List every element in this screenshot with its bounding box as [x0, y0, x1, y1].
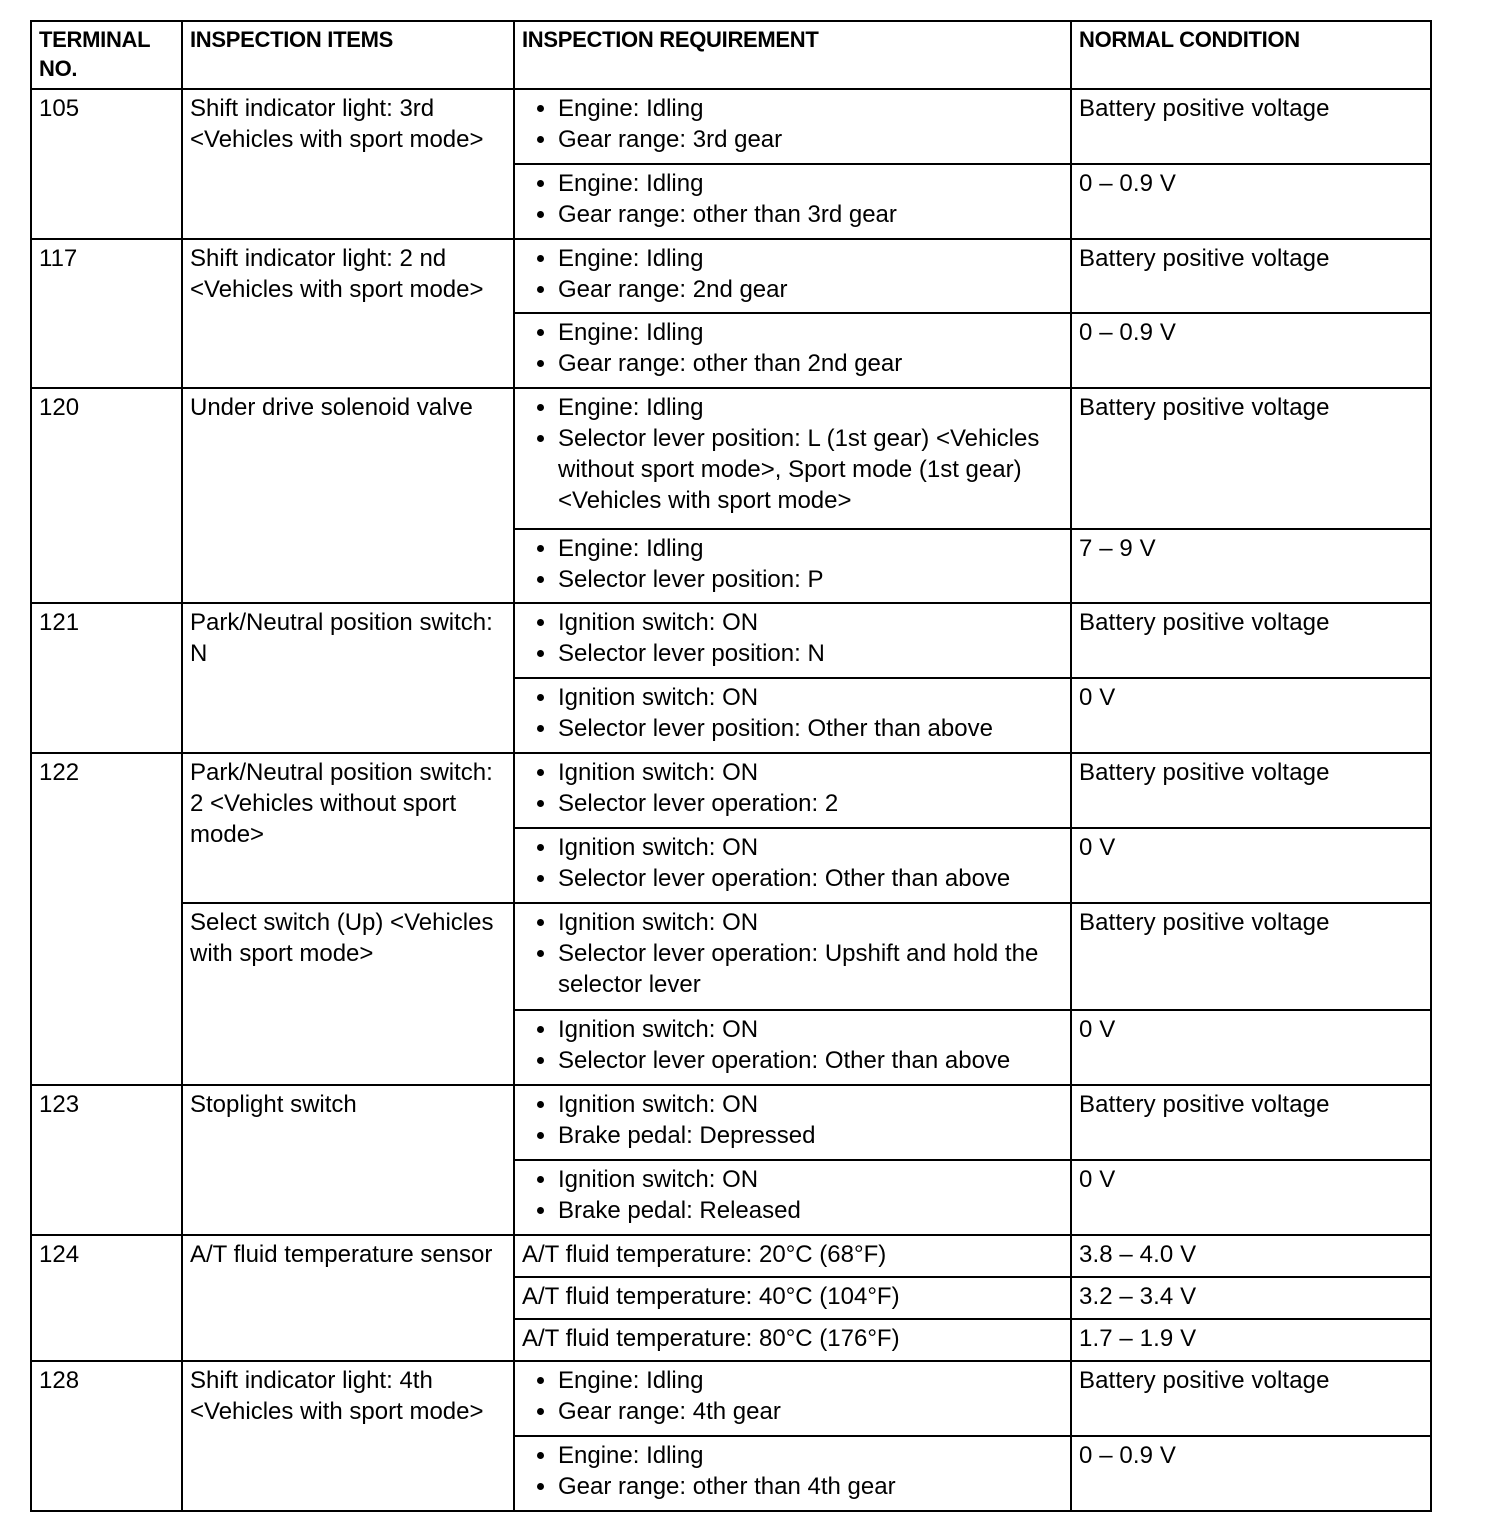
inspection-item-cell: Park/Neutral position switch: N [182, 603, 514, 753]
requirement-cell [514, 313, 1071, 388]
requirement-bullet: • Gear range: other than 3rd gear [558, 199, 1064, 230]
requirement-cell [514, 239, 1071, 314]
normal-condition-cell: 0 – 0.9 V [1071, 164, 1431, 239]
requirement-bullet: • Ignition switch: ON [558, 607, 1064, 638]
requirement-cell: A/T fluid temperature: 40°C (104°F) [514, 1277, 1071, 1319]
inspection-item-cell: Under drive solenoid valve [182, 388, 514, 603]
inspection-item-cell: A/T fluid temperature sensor [182, 1235, 514, 1361]
header-normal-condition: NORMAL CONDITION [1071, 21, 1431, 89]
requirement-cell [514, 1436, 1071, 1511]
terminal-no-cell: 128 [31, 1361, 182, 1511]
inspection-table [30, 20, 1432, 1512]
requirement-cell [514, 828, 1071, 903]
requirement-cell [514, 164, 1071, 239]
requirement-cell [514, 388, 1071, 528]
requirement-bullet: • Gear range: 2nd gear [558, 274, 1064, 305]
requirement-bullet: • Ignition switch: ON [558, 757, 1064, 788]
requirement-bullet: • Engine: Idling [558, 243, 1064, 274]
requirement-list [522, 533, 1064, 595]
requirement-list [522, 317, 1064, 379]
requirement-list [522, 1089, 1064, 1151]
table-row [31, 1235, 1431, 1277]
requirement-bullet: • Selector lever position: Other than above [558, 713, 1064, 744]
inspection-item-cell: Shift indicator light: 3rd <Vehicles with sport mode> [182, 89, 514, 239]
requirement-list [522, 607, 1064, 669]
normal-condition-cell: 0 – 0.9 V [1071, 313, 1431, 388]
requirement-cell: A/T fluid temperature: 20°C (68°F) [514, 1235, 1071, 1277]
terminal-no-cell: 120 [31, 388, 182, 603]
terminal-no-cell: 117 [31, 239, 182, 389]
inspection-item-cell: Shift indicator light: 2 nd <Vehicles with sport mode> [182, 239, 514, 389]
requirement-list [522, 392, 1064, 516]
requirement-list [522, 832, 1064, 894]
requirement-bullet: • Selector lever position: N [558, 638, 1064, 669]
table-row [31, 1361, 1431, 1436]
header-inspection-requirement: INSPECTION REQUIREMENT [514, 21, 1071, 89]
table-row [31, 239, 1431, 314]
requirement-bullet: • Gear range: 3rd gear [558, 124, 1064, 155]
table-row [31, 603, 1431, 678]
normal-condition-cell: Battery positive voltage [1071, 89, 1431, 164]
terminal-no-cell: 124 [31, 1235, 182, 1361]
header-terminal-no: TERMINAL NO. [31, 21, 182, 89]
requirement-bullet: • Ignition switch: ON [558, 832, 1064, 863]
requirement-bullet: • Engine: Idling [558, 93, 1064, 124]
normal-condition-cell: Battery positive voltage [1071, 1085, 1431, 1160]
terminal-no-cell: 122 [31, 753, 182, 1085]
requirement-list [522, 757, 1064, 819]
requirement-cell [514, 753, 1071, 828]
requirement-bullet: • Engine: Idling [558, 168, 1064, 199]
requirement-list [522, 1014, 1064, 1076]
requirement-cell [514, 903, 1071, 1011]
normal-condition-cell: 0 V [1071, 678, 1431, 753]
requirement-cell [514, 1085, 1071, 1160]
requirement-bullet: • Brake pedal: Depressed [558, 1120, 1064, 1151]
requirement-bullet: • Ignition switch: ON [558, 1164, 1064, 1195]
requirement-bullet: • Gear range: other than 4th gear [558, 1471, 1064, 1502]
requirement-cell [514, 89, 1071, 164]
inspection-item-cell: Shift indicator light: 4th <Vehicles with sport mode> [182, 1361, 514, 1511]
table-row [31, 388, 1431, 528]
inspection-item-cell: Park/Neutral position switch: 2 <Vehicles without sport mode> [182, 753, 514, 903]
normal-condition-cell: Battery positive voltage [1071, 1361, 1431, 1436]
header-inspection-items: INSPECTION ITEMS [182, 21, 514, 89]
normal-condition-cell: 0 – 0.9 V [1071, 1436, 1431, 1511]
requirement-list [522, 682, 1064, 744]
table-body [31, 89, 1431, 1511]
requirement-list [522, 907, 1064, 1000]
table-row [31, 1085, 1431, 1160]
requirement-bullet: • Engine: Idling [558, 392, 1064, 423]
table-row [31, 753, 1431, 828]
inspection-item-cell: Select switch (Up) <Vehicles with sport mode> [182, 903, 514, 1085]
normal-condition-cell: Battery positive voltage [1071, 753, 1431, 828]
normal-condition-cell: 3.2 – 3.4 V [1071, 1277, 1431, 1319]
requirement-bullet: • Brake pedal: Released [558, 1195, 1064, 1226]
requirement-bullet: • Selector lever position: P [558, 564, 1064, 595]
normal-condition-cell: Battery positive voltage [1071, 603, 1431, 678]
normal-condition-cell: Battery positive voltage [1071, 239, 1431, 314]
requirement-bullet: • Ignition switch: ON [558, 1014, 1064, 1045]
requirement-bullet: • Engine: Idling [558, 533, 1064, 564]
requirement-bullet: • Ignition switch: ON [558, 1089, 1064, 1120]
normal-condition-cell: Battery positive voltage [1071, 903, 1431, 1011]
requirement-bullet: • Engine: Idling [558, 317, 1064, 348]
terminal-no-cell: 123 [31, 1085, 182, 1235]
requirement-bullet: • Engine: Idling [558, 1365, 1064, 1396]
header-row [31, 21, 1431, 89]
requirement-cell [514, 529, 1071, 604]
requirement-bullet: • Selector lever operation: Upshift and hold the selector lever [558, 938, 1064, 1000]
normal-condition-cell: 0 V [1071, 1010, 1431, 1085]
normal-condition-cell: 0 V [1071, 828, 1431, 903]
requirement-list [522, 168, 1064, 230]
normal-condition-cell: 7 – 9 V [1071, 529, 1431, 604]
requirement-cell: A/T fluid temperature: 80°C (176°F) [514, 1319, 1071, 1361]
normal-condition-cell: 1.7 – 1.9 V [1071, 1319, 1431, 1361]
requirement-list [522, 1164, 1064, 1226]
requirement-bullet: • Selector lever operation: Other than above [558, 1045, 1064, 1076]
requirement-bullet: • Ignition switch: ON [558, 907, 1064, 938]
normal-condition-cell: 0 V [1071, 1160, 1431, 1235]
normal-condition-cell: Battery positive voltage [1071, 388, 1431, 528]
requirement-cell [514, 1160, 1071, 1235]
requirement-bullet: • Selector lever position: L (1st gear) <Vehicles without sport mode>, Sport mode (1st gear) <Vehicles with sport mode> [558, 423, 1064, 516]
requirement-list [522, 1365, 1064, 1427]
requirement-cell [514, 1010, 1071, 1085]
requirement-bullet: • Ignition switch: ON [558, 682, 1064, 713]
inspection-item-cell: Stoplight switch [182, 1085, 514, 1235]
requirement-bullet: • Selector lever operation: 2 [558, 788, 1064, 819]
requirement-list [522, 243, 1064, 305]
normal-condition-cell: 3.8 – 4.0 V [1071, 1235, 1431, 1277]
terminal-no-cell: 105 [31, 89, 182, 239]
requirement-bullet: • Selector lever operation: Other than above [558, 863, 1064, 894]
requirement-bullet: • Gear range: 4th gear [558, 1396, 1064, 1427]
requirement-cell [514, 678, 1071, 753]
requirement-bullet: • Gear range: other than 2nd gear [558, 348, 1064, 379]
requirement-list [522, 93, 1064, 155]
table-row [31, 89, 1431, 164]
requirement-cell [514, 603, 1071, 678]
requirement-bullet: • Engine: Idling [558, 1440, 1064, 1471]
requirement-cell [514, 1361, 1071, 1436]
requirement-list [522, 1440, 1064, 1502]
table-row [31, 903, 1431, 1011]
terminal-no-cell: 121 [31, 603, 182, 753]
